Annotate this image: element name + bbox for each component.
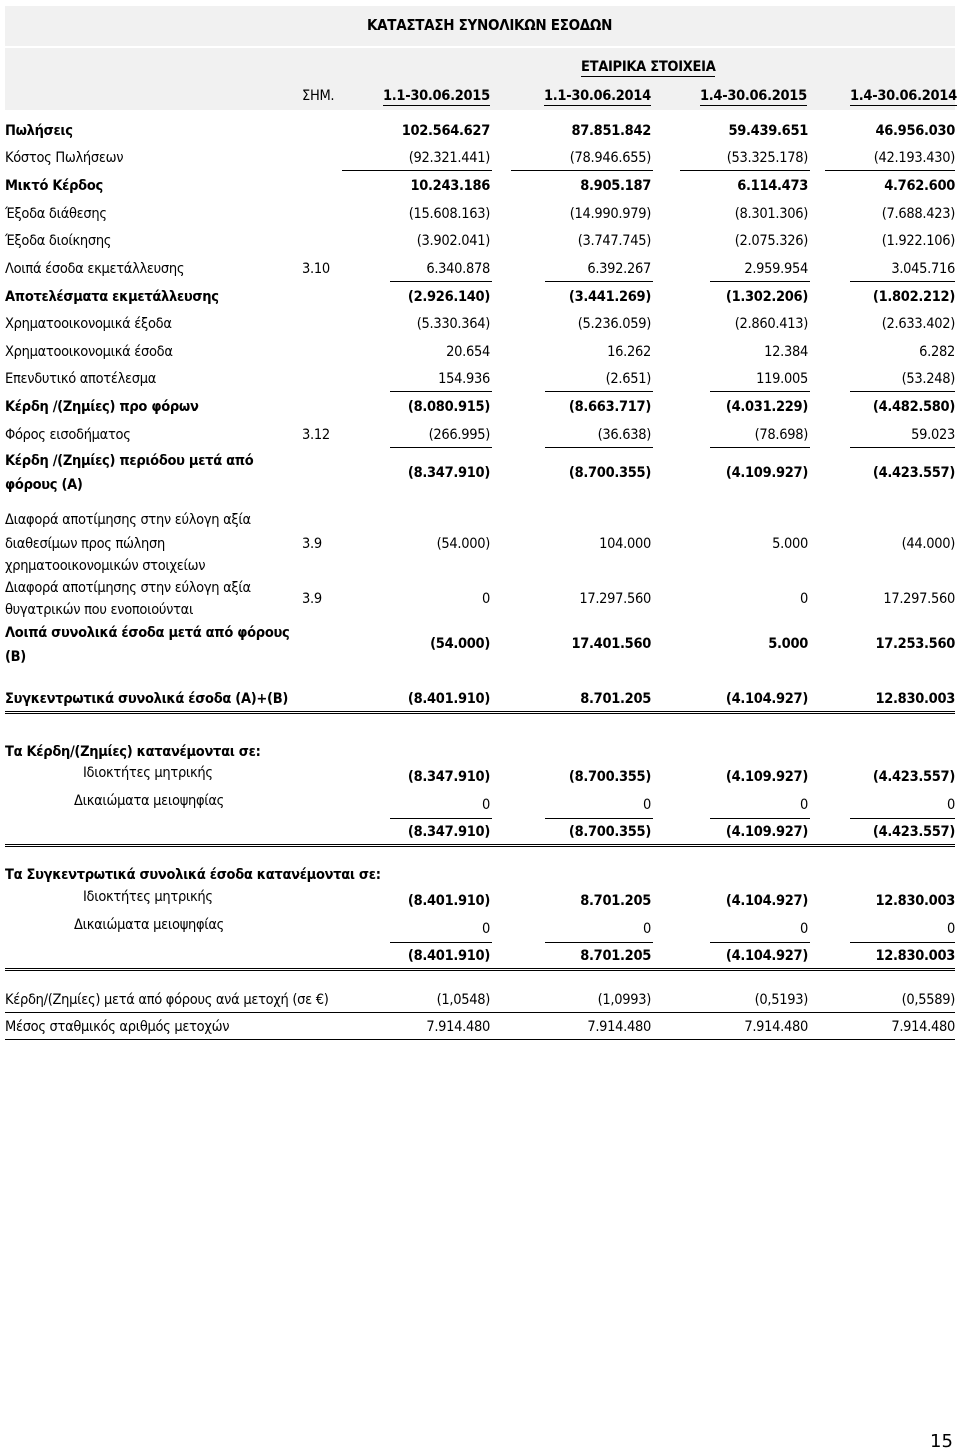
subtotal-line <box>511 170 653 171</box>
subtotal-line <box>545 818 653 819</box>
value-c1: 154.936 <box>438 371 490 387</box>
value-c1: (8.347.910) <box>407 465 490 481</box>
value-c2: 16.262 <box>607 344 651 360</box>
subtotal-line <box>850 447 955 448</box>
row-label: Κέρδη /(Ζημίες) περιόδου μετά από <box>5 453 254 469</box>
subtotal-line <box>710 818 810 819</box>
row-underline <box>5 1012 955 1013</box>
page-number: 15 <box>930 1431 953 1452</box>
value-c2: 17.297.560 <box>579 591 651 607</box>
value-c2: (3.747.745) <box>577 233 651 249</box>
value-c4: 6.282 <box>919 344 955 360</box>
value-c3: (0,5193) <box>754 992 808 1008</box>
value-c1: 20.654 <box>446 344 490 360</box>
row-note: 3.9 <box>302 536 322 552</box>
value-c3: 59.439.651 <box>728 123 808 139</box>
value-c2: (5.236.059) <box>577 316 651 332</box>
col-header-note: ΣΗΜ. <box>302 88 335 104</box>
subtotal-line <box>710 942 810 943</box>
value-c3: 2.959.954 <box>744 261 808 277</box>
value-c2: (3.441.269) <box>568 289 651 305</box>
row-label: φόρους (Α) <box>5 477 83 493</box>
subtotal-line <box>390 391 492 392</box>
alloc2-owners-label: Ιδιοκτήτες μητρικής <box>83 889 213 905</box>
value-c3: (4.031.229) <box>725 399 808 415</box>
value-c3: 5.000 <box>768 636 808 652</box>
value-c1: (8.401.910) <box>407 893 490 909</box>
value-c3: (4.104.927) <box>725 948 808 964</box>
alloc1-heading: Τα Κέρδη/(Ζημίες) κατανέμονται σε: <box>5 744 261 760</box>
value-c4: 17.253.560 <box>875 636 955 652</box>
value-c3: 6.114.473 <box>737 178 808 194</box>
subtotal-line <box>680 170 810 171</box>
value-c1: (266.995) <box>428 427 490 443</box>
value-c3: (53.325.178) <box>726 150 808 166</box>
row-note: 3.12 <box>302 427 330 443</box>
value-c1: 102.564.627 <box>401 123 490 139</box>
value-c4: 12.830.003 <box>875 893 955 909</box>
row-label: Χρηματοοικονομικά έσοδα <box>5 344 173 360</box>
subtotal-line <box>850 818 955 819</box>
value-c2: 8.701.205 <box>580 691 651 707</box>
subtotal-line <box>710 447 810 448</box>
subtotal-line <box>545 281 653 282</box>
value-c3: (8.301.306) <box>734 206 808 222</box>
value-c1: (2.926.140) <box>407 289 490 305</box>
value-c2: 8.701.205 <box>580 893 651 909</box>
value-c3: (78.698) <box>754 427 808 443</box>
subtotal-line <box>390 942 492 943</box>
value-c4: 46.956.030 <box>875 123 955 139</box>
value-c4: (53.248) <box>901 371 955 387</box>
shares-label: Μέσος σταθμικός αριθμός μετοχών <box>5 1019 230 1035</box>
col-header-c1: 1.1-30.06.2015 <box>383 88 490 104</box>
subtotal-line <box>342 170 492 171</box>
row-label: Αποτελέσματα εκμετάλλευσης <box>5 289 219 305</box>
value-c2: (14.990.979) <box>569 206 651 222</box>
value-c2: 17.401.560 <box>571 636 651 652</box>
value-c3: 0 <box>800 797 808 813</box>
row-note: 3.9 <box>302 591 322 607</box>
value-c2: (8.700.355) <box>568 465 651 481</box>
value-c4: (0,5589) <box>901 992 955 1008</box>
value-c2: (8.663.717) <box>568 399 651 415</box>
value-c2: (78.946.655) <box>569 150 651 166</box>
value-c1: (8.347.910) <box>407 769 490 785</box>
value-c3: (4.104.927) <box>725 691 808 707</box>
value-c4: 7.914.480 <box>891 1019 955 1035</box>
row-label: Φόρος εισοδήματος <box>5 427 131 443</box>
value-c3: (1.302.206) <box>725 289 808 305</box>
value-c3: 0 <box>800 591 808 607</box>
row-label: Συγκεντρωτικά συνολικά έσοδα (Α)+(Β) <box>5 691 289 707</box>
value-c1: (5.330.364) <box>416 316 490 332</box>
value-c2: (2.651) <box>605 371 651 387</box>
value-c3: (2.860.413) <box>734 316 808 332</box>
value-c1: (3.902.041) <box>416 233 490 249</box>
page-title: ΚΑΤΑΣΤΑΣΗ ΣΥΝΟΛΙΚΩΝ ΕΣΟΔΩΝ <box>367 16 613 34</box>
value-c1: (54.000) <box>430 636 490 652</box>
row-label: Πωλήσεις <box>5 123 73 139</box>
value-c3: (2.075.326) <box>734 233 808 249</box>
value-c1: (8.347.910) <box>407 824 490 840</box>
value-c1: (8.080.915) <box>407 399 490 415</box>
row-label: Λοιπά συνολικά έσοδα μετά από φόρους <box>5 625 290 641</box>
value-c3: 5.000 <box>772 536 808 552</box>
section-divider <box>5 713 955 714</box>
group-header: ΕΤΑΙΡΙΚΑ ΣΤΟΙΧΕΙΑ <box>581 59 716 75</box>
value-c2: (8.700.355) <box>568 769 651 785</box>
row-label: θυγατρικών που ενοποιούνται <box>5 602 194 618</box>
section-divider <box>5 711 955 712</box>
value-c2: 87.851.842 <box>571 123 651 139</box>
subtotal-line <box>850 942 955 943</box>
value-c1: (54.000) <box>436 536 490 552</box>
value-c1: (8.401.910) <box>407 948 490 964</box>
row-label: Λοιπά έσοδα εκμετάλλευσης <box>5 261 185 277</box>
value-c4: (2.633.402) <box>881 316 955 332</box>
section-divider <box>5 844 955 845</box>
value-c4: (4.482.580) <box>872 399 955 415</box>
col-header-c4: 1.4-30.06.2014 <box>850 88 957 104</box>
value-c4: 12.830.003 <box>875 691 955 707</box>
value-c4: (42.193.430) <box>873 150 955 166</box>
value-c4: 12.830.003 <box>875 948 955 964</box>
row-underline <box>5 1039 955 1040</box>
value-c1: (8.401.910) <box>407 691 490 707</box>
row-note: 3.10 <box>302 261 330 277</box>
row-label: Μικτό Κέρδος <box>5 178 103 194</box>
value-c2: (36.638) <box>597 427 651 443</box>
value-c1: 0 <box>482 797 490 813</box>
value-c3: (4.109.927) <box>725 465 808 481</box>
subtotal-line <box>390 281 492 282</box>
value-c2: 0 <box>643 797 651 813</box>
alloc1-minority-label: Δικαιώματα μειοψηφίας <box>74 793 225 809</box>
value-c2: 8.905.187 <box>580 178 651 194</box>
subtotal-line <box>390 818 492 819</box>
subtotal-line <box>545 391 653 392</box>
value-c4: (4.423.557) <box>872 769 955 785</box>
value-c4: 17.297.560 <box>883 591 955 607</box>
value-c4: 3.045.716 <box>891 261 955 277</box>
value-c4: 59.023 <box>911 427 955 443</box>
alloc2-minority-label: Δικαιώματα μειοψηφίας <box>74 917 225 933</box>
subtotal-line <box>850 391 955 392</box>
subtotal-line <box>825 170 955 171</box>
value-c4: (1.802.212) <box>872 289 955 305</box>
row-label: Έξοδα διοίκησης <box>5 233 112 249</box>
value-c4: (44.000) <box>901 536 955 552</box>
row-label: διαθεσίμων προς πώληση <box>5 536 165 552</box>
value-c4: (7.688.423) <box>881 206 955 222</box>
eps-label: Κέρδη/(Ζημίες) μετά από φόρους ανά μετοχή (σε €) <box>5 992 329 1008</box>
value-c3: (4.109.927) <box>725 824 808 840</box>
value-c1: 6.340.878 <box>426 261 490 277</box>
subtotal-line <box>545 447 653 448</box>
value-c1: (1,0548) <box>436 992 490 1008</box>
value-c3: (4.104.927) <box>725 893 808 909</box>
row-label: Έξοδα διάθεσης <box>5 206 107 222</box>
value-c2: 8.701.205 <box>580 948 651 964</box>
subtotal-line <box>850 281 955 282</box>
row-label: Διαφορά αποτίμησης στην εύλογη αξία <box>5 512 251 528</box>
value-c2: 6.392.267 <box>587 261 651 277</box>
value-c1: (92.321.441) <box>408 150 490 166</box>
value-c1: 0 <box>482 591 490 607</box>
value-c2: 0 <box>643 921 651 937</box>
value-c1: (15.608.163) <box>408 206 490 222</box>
value-c3: (4.109.927) <box>725 769 808 785</box>
subtotal-line <box>710 391 810 392</box>
value-c4: 0 <box>947 797 955 813</box>
value-c4: (4.423.557) <box>872 465 955 481</box>
section-divider <box>5 970 955 971</box>
subtotal-line <box>545 942 653 943</box>
row-label: (Β) <box>5 649 26 665</box>
value-c1: 10.243.186 <box>410 178 490 194</box>
section-divider <box>5 846 955 847</box>
row-label: Κέρδη /(Ζημίες) προ φόρων <box>5 399 199 415</box>
value-c4: 4.762.600 <box>884 178 955 194</box>
value-c3: 12.384 <box>764 344 808 360</box>
row-label: Διαφορά αποτίμησης στην εύλογη αξία <box>5 580 251 596</box>
row-label: χρηματοοικονομικών στοιχείων <box>5 558 206 574</box>
col-header-c2: 1.1-30.06.2014 <box>544 88 651 104</box>
value-c1: 7.914.480 <box>426 1019 490 1035</box>
row-label: Χρηματοοικονομικά έξοδα <box>5 316 172 332</box>
section-divider <box>5 968 955 969</box>
row-label: Κόστος Πωλήσεων <box>5 150 124 166</box>
value-c2: (1,0993) <box>597 992 651 1008</box>
value-c4: 0 <box>947 921 955 937</box>
value-c3: 7.914.480 <box>744 1019 808 1035</box>
subtotal-line <box>390 447 492 448</box>
value-c2: 104.000 <box>599 536 651 552</box>
alloc1-owners-label: Ιδιοκτήτες μητρικής <box>83 765 213 781</box>
value-c3: 119.005 <box>756 371 808 387</box>
alloc2-heading: Τα Συγκεντρωτικά συνολικά έσοδα κατανέμονται σε: <box>5 867 381 883</box>
col-header-c3: 1.4-30.06.2015 <box>700 88 807 104</box>
value-c4: (4.423.557) <box>872 824 955 840</box>
value-c1: 0 <box>482 921 490 937</box>
value-c3: 0 <box>800 921 808 937</box>
subtotal-line <box>710 281 810 282</box>
row-label: Επενδυτικό αποτέλεσμα <box>5 371 157 387</box>
value-c2: 7.914.480 <box>587 1019 651 1035</box>
value-c4: (1.922.106) <box>881 233 955 249</box>
value-c2: (8.700.355) <box>568 824 651 840</box>
